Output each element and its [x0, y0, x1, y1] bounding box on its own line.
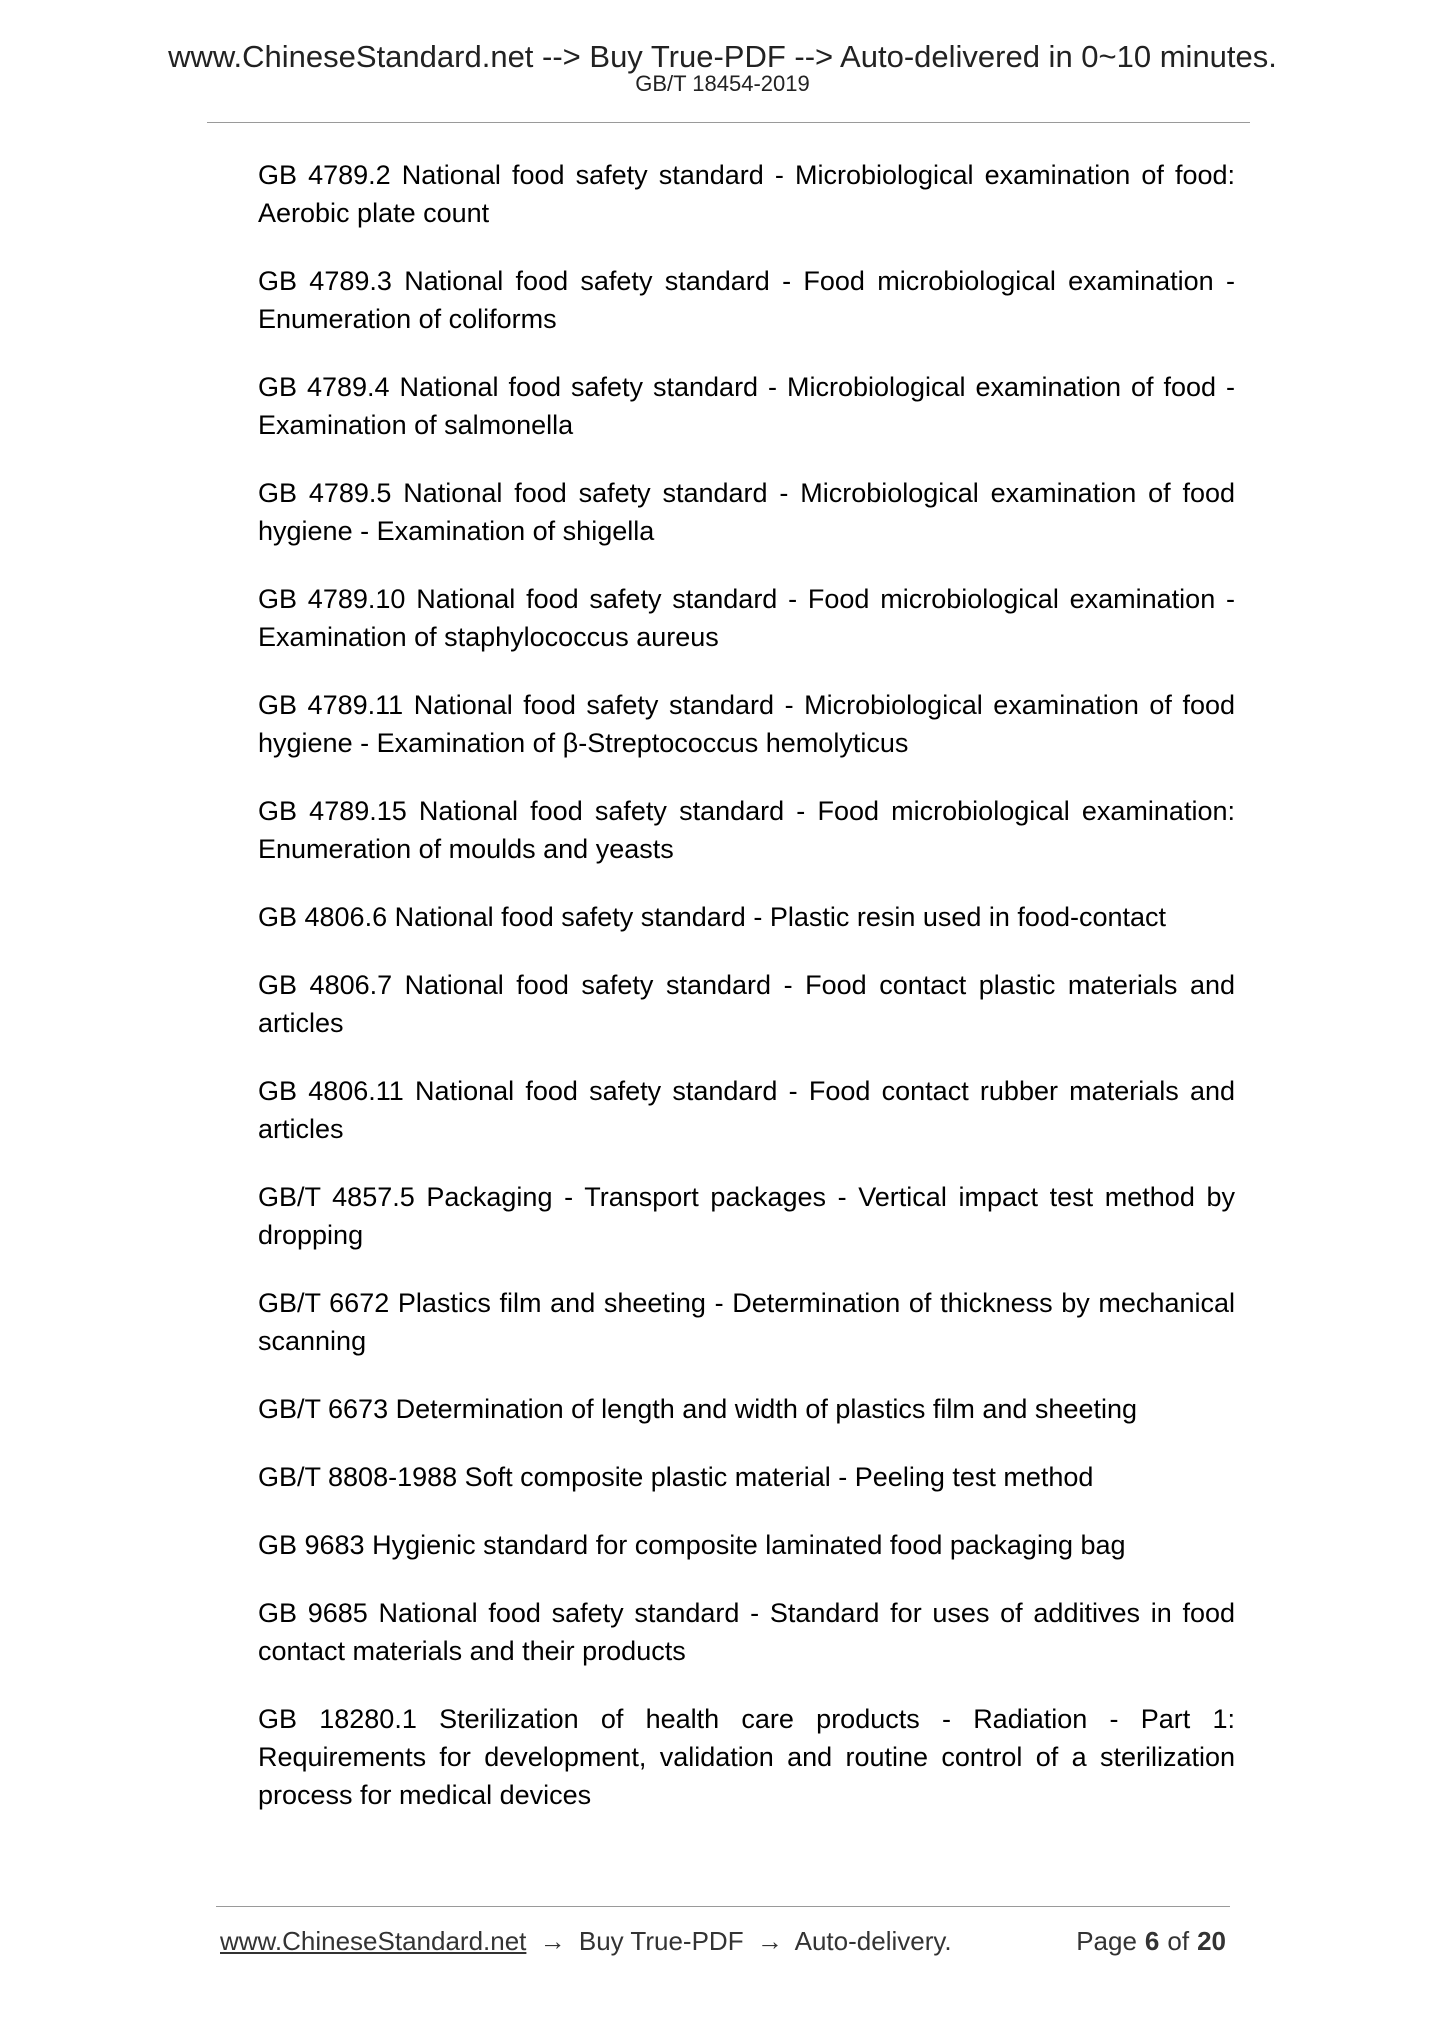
reference-item: GB 18280.1 Sterilization of health care products - Radiation - Part 1: Requirements for development, validation and routine control of a sterilization process for medical devices — [258, 1704, 1235, 1810]
reference-item: GB/T 6673 Determination of length and width of plastics film and sheeting — [258, 1394, 1138, 1424]
auto-delivery-text: Auto-delivery. — [794, 1926, 952, 1956]
top-banner: www.ChineseStandard.net --> Buy True-PDF --> Auto-delivered in 0~10 minutes. — [168, 39, 1277, 74]
reference-item: GB 4806.7 National food safety standard - Food contact plastic materials and articles — [258, 970, 1235, 1038]
reference-item: GB 4789.4 National food safety standard - Microbiological examination of food - Examination of salmonella — [258, 372, 1235, 440]
reference-item: GB 4806.6 National food safety standard - Plastic resin used in food-contact — [258, 902, 1167, 932]
reference-item: GB 4789.10 National food safety standard - Food microbiological examination - Examination of staphylococcus aureus — [258, 584, 1235, 652]
reference-item: GB 4789.5 National food safety standard - Microbiological examination of food hygiene - Examination of shigella — [258, 478, 1235, 546]
page-indicator — [1076, 1923, 1226, 1959]
reference-item: GB 4789.3 National food safety standard - Food microbiological examination - Enumeration of coliforms — [258, 266, 1235, 334]
arrow-right-icon: → — [539, 1926, 566, 1956]
reference-item: GB/T 6672 Plastics film and sheeting - Determination of thickness by mechanical scanning — [258, 1288, 1235, 1356]
footer-divider — [216, 1906, 1230, 1907]
site-link[interactable]: www.ChineseStandard.net — [220, 1926, 527, 1956]
page-footer — [220, 1923, 1230, 1959]
footer-promo — [220, 1923, 952, 1959]
document-code: GB/T 18454-2019 — [635, 71, 810, 96]
reference-item: GB 9685 National food safety standard - Standard for uses of additives in food contact materials and their products — [258, 1598, 1235, 1666]
reference-item: GB 9683 Hygienic standard for composite laminated food packaging bag — [258, 1530, 1126, 1560]
buy-true-pdf-text: Buy True-PDF — [578, 1926, 744, 1956]
reference-item: GB 4789.11 National food safety standard - Microbiological examination of food hygiene - Examination of β-Streptococcus hemolyticus — [258, 690, 1235, 758]
reference-item: GB 4789.15 National food safety standard - Food microbiological examination: Enumeration of moulds and yeasts — [258, 796, 1235, 864]
normative-references-list — [258, 156, 1235, 1844]
arrow-right-icon: → — [756, 1926, 783, 1956]
of-label: of — [1167, 1926, 1190, 1956]
total-pages: 20 — [1197, 1926, 1226, 1956]
reference-item: GB/T 4857.5 Packaging - Transport packages - Vertical impact test method by dropping — [258, 1182, 1235, 1250]
page-number: 6 — [1144, 1926, 1160, 1956]
reference-item: GB 4789.2 National food safety standard - Microbiological examination of food: Aerobic plate count — [258, 160, 1235, 228]
header-divider — [207, 122, 1250, 123]
page-label: Page — [1076, 1926, 1137, 1956]
reference-item: GB/T 8808-1988 Soft composite plastic material - Peeling test method — [258, 1462, 1094, 1492]
reference-item: GB 4806.11 National food safety standard - Food contact rubber materials and articles — [258, 1076, 1235, 1144]
